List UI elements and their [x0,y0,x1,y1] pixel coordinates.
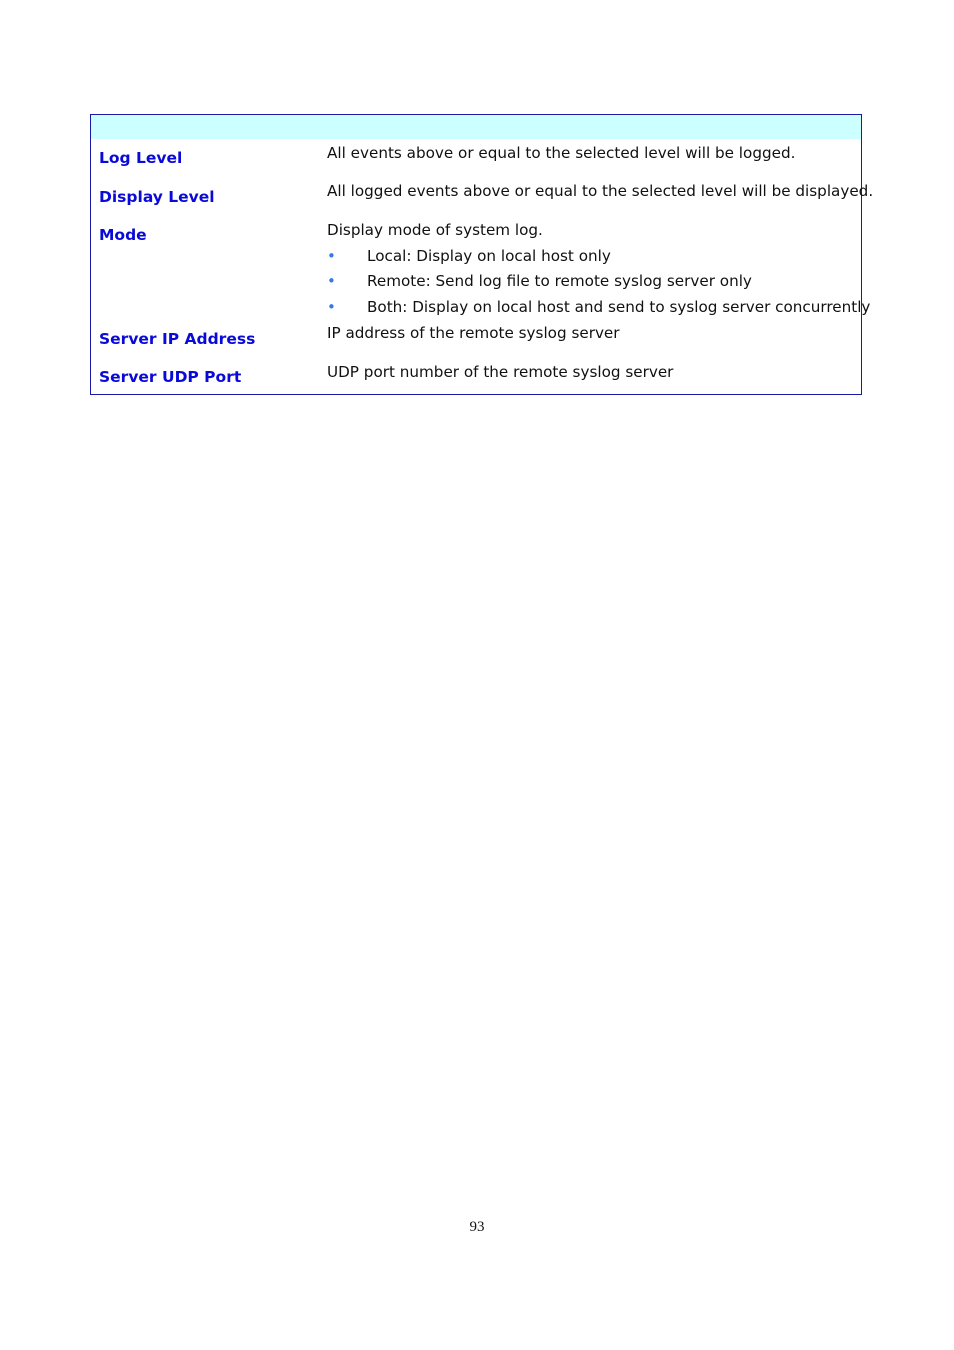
bullet-icon: • [327,298,336,316]
param-description: Display mode of system log. [327,221,543,239]
param-name: Server IP Address [99,330,256,348]
param-name: Server UDP Port [99,368,242,386]
param-name: Display Level [99,188,215,206]
table-header-band [91,115,861,139]
param-description: IP address of the remote syslog server [327,324,620,342]
param-name: Log Level [99,149,183,167]
bullet-text: Both: Display on local host and send to syslog server concurrently [367,298,871,316]
page-number: 93 [469,1219,485,1235]
bullet-icon: • [327,272,336,290]
parameter-table [90,114,874,395]
param-description: All events above or equal to the selected level will be logged. [327,144,796,162]
param-description: All logged events above or equal to the selected level will be displayed. [327,182,874,200]
param-name: Mode [99,226,147,244]
bullet-icon: • [327,247,336,265]
bullet-text: Remote: Send log file to remote syslog server only [367,272,752,290]
bullet-text: Local: Display on local host only [367,247,611,265]
param-description: UDP port number of the remote syslog server [327,363,674,381]
